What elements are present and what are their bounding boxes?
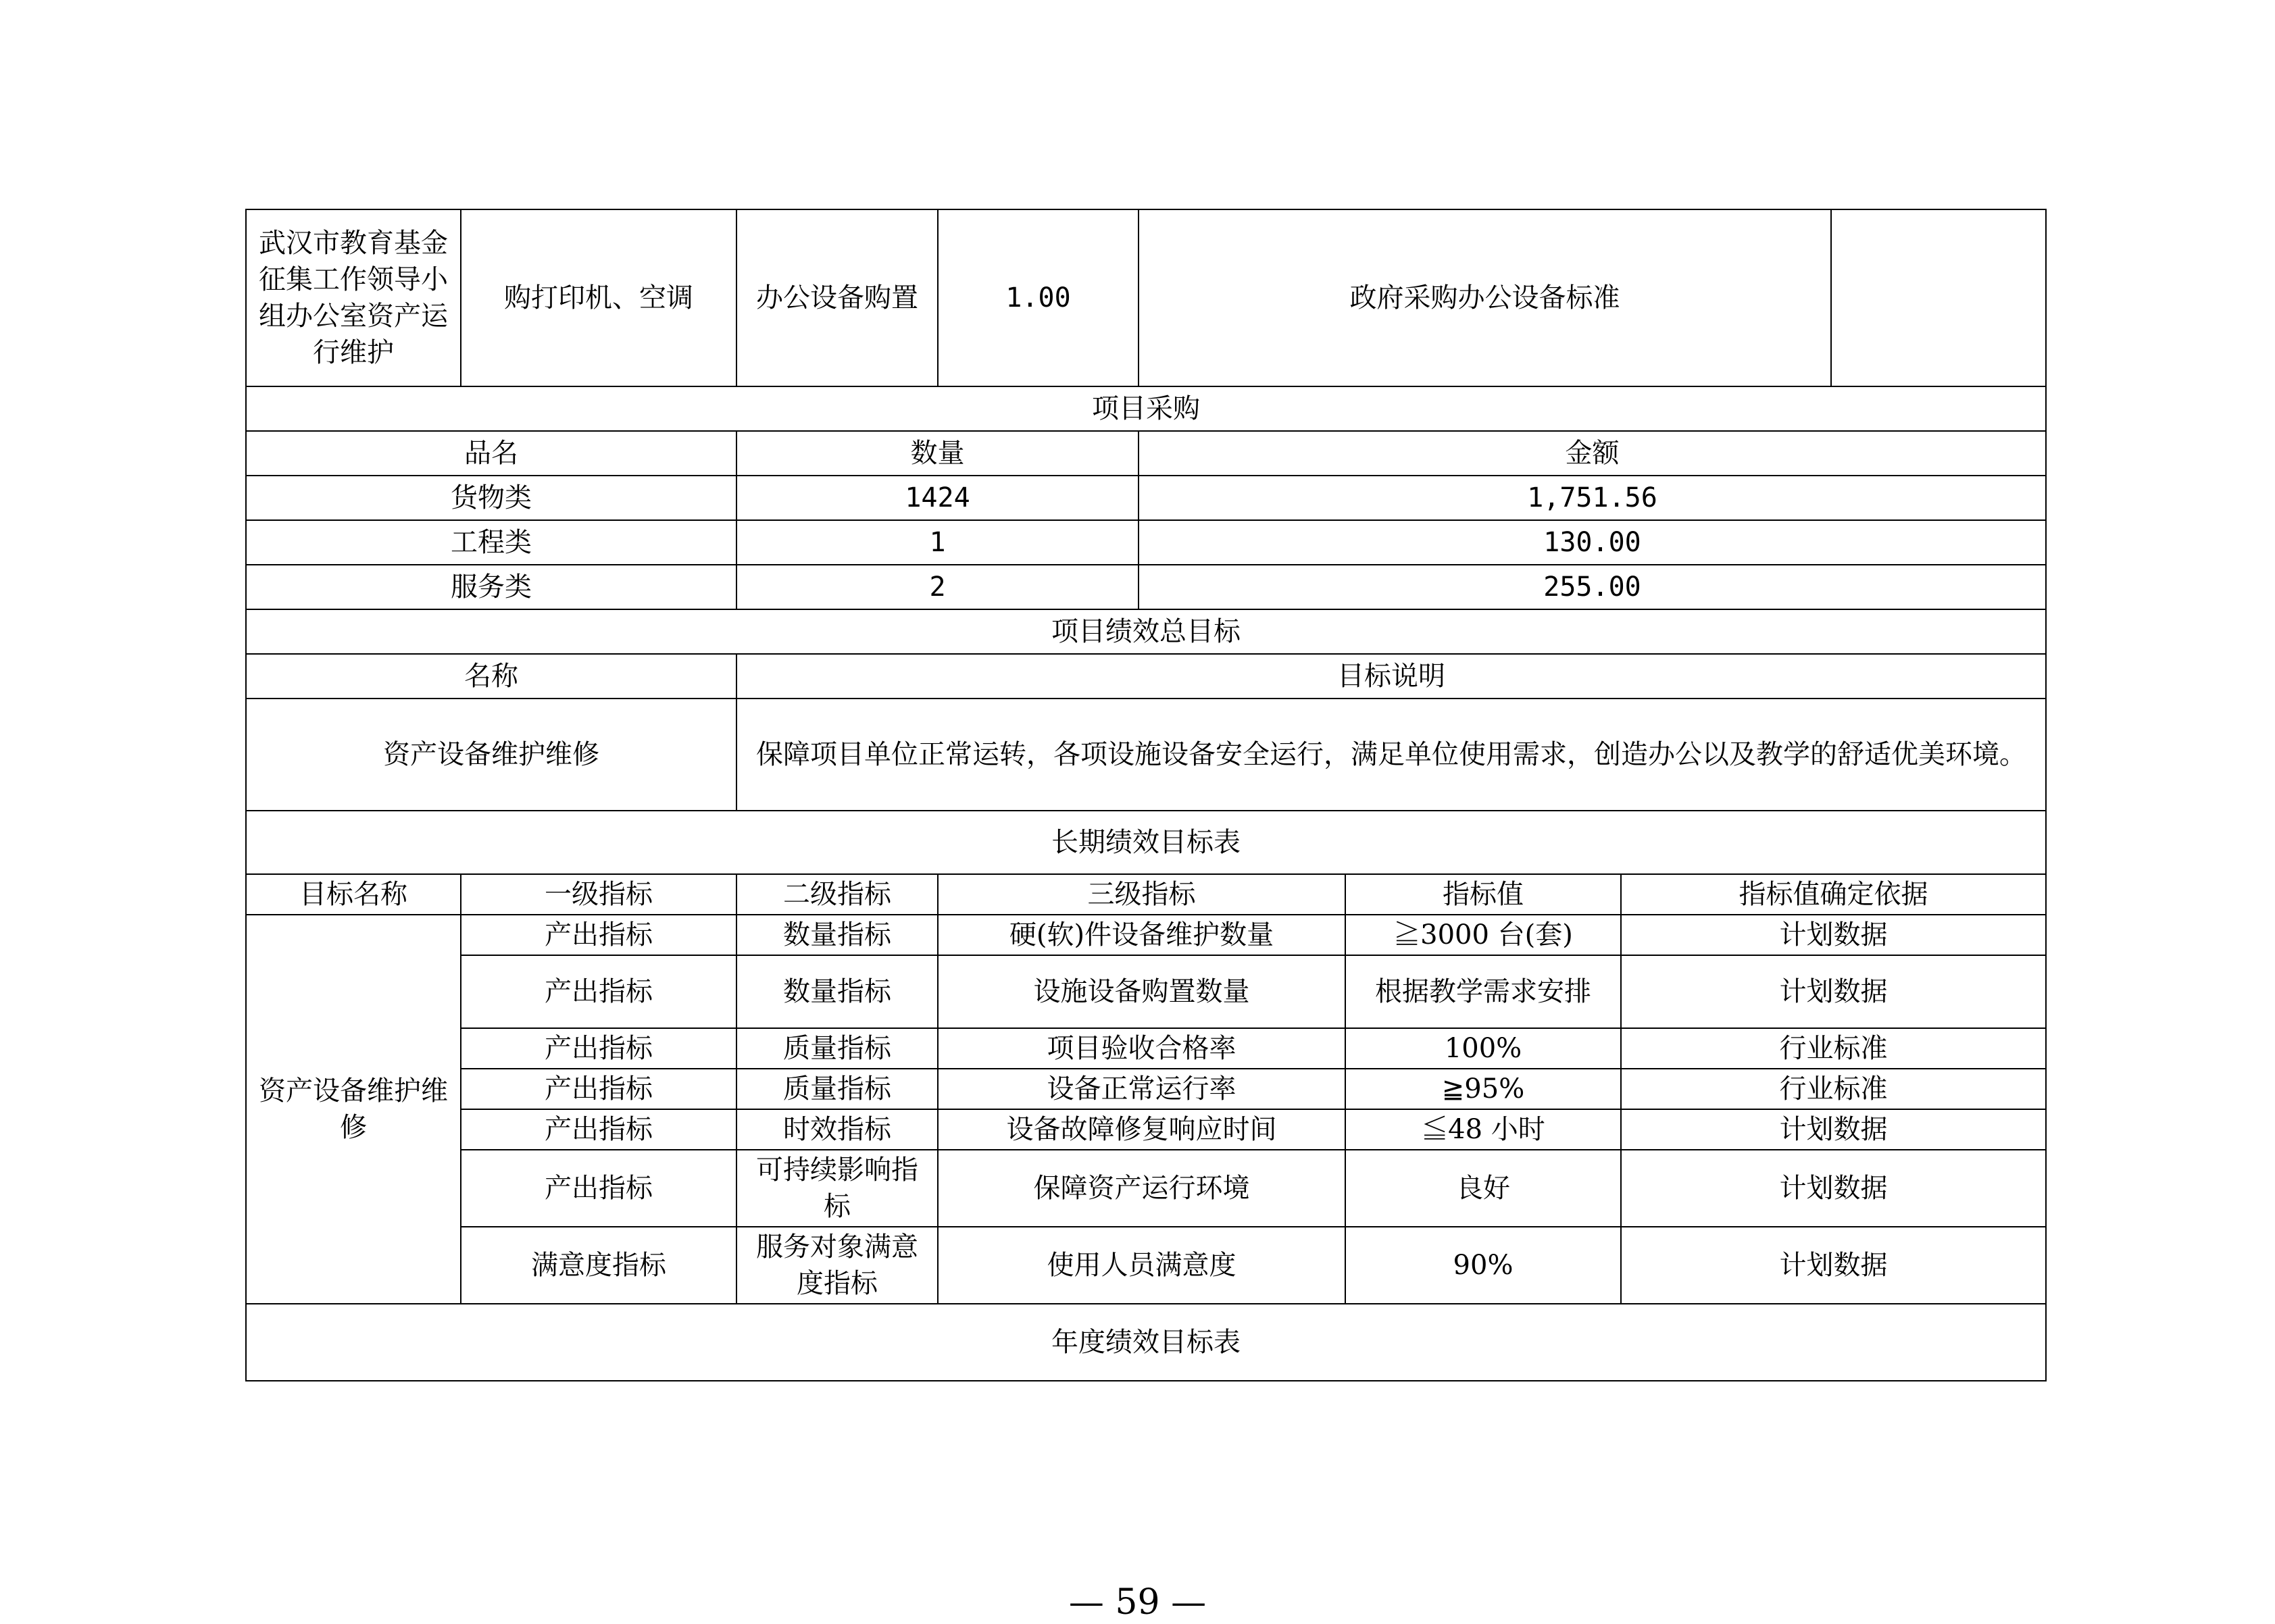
procurement-header-amount: 金额 — [1139, 431, 2046, 476]
procurement-header-row — [246, 431, 2046, 476]
page-number: — 59 — — [1068, 1582, 1207, 1623]
indicator-row — [246, 955, 2046, 1028]
indicator-level2: 服务对象满意度指标 — [736, 1227, 938, 1304]
indicator-level2: 质量指标 — [736, 1069, 938, 1109]
goal-name-cell: 资产设备维护维修 — [246, 915, 461, 1304]
indicator-level3: 保障资产运行环境 — [938, 1150, 1345, 1227]
procurement-row — [246, 520, 2046, 565]
indicator-basis: 计划数据 — [1621, 1109, 2046, 1150]
header-value: 指标值 — [1345, 874, 1621, 915]
procurement-item-amount: 130.00 — [1139, 520, 2046, 565]
performance-table — [245, 209, 2047, 1381]
indicator-level3: 硬(软)件设备维护数量 — [938, 915, 1345, 955]
indicator-level3: 设备正常运行率 — [938, 1069, 1345, 1109]
overall-goal-title-row — [246, 609, 2046, 654]
procurement-row — [246, 565, 2046, 609]
indicator-value: 良好 — [1345, 1150, 1621, 1227]
indicator-row — [246, 1109, 2046, 1150]
overall-goal-header-row — [246, 654, 2046, 699]
procurement-item-qty: 1424 — [736, 476, 1139, 520]
indicator-basis: 计划数据 — [1621, 955, 2046, 1028]
overall-goal-header-desc: 目标说明 — [736, 654, 2046, 699]
indicator-basis: 行业标准 — [1621, 1028, 2046, 1069]
long-term-header-row — [246, 874, 2046, 915]
procurement-item-name: 服务类 — [246, 565, 736, 609]
indicator-row — [246, 915, 2046, 955]
indicator-level2: 可持续影响指标 — [736, 1150, 938, 1227]
procurement-item-amount: 255.00 — [1139, 565, 2046, 609]
indicator-level1: 产出指标 — [461, 1150, 736, 1227]
project-amount-cell: 1.00 — [938, 209, 1139, 386]
indicator-level2: 数量指标 — [736, 915, 938, 955]
indicator-basis: 计划数据 — [1621, 1150, 2046, 1227]
header-goal-name: 目标名称 — [246, 874, 461, 915]
indicator-basis: 计划数据 — [1621, 915, 2046, 955]
header-level1: 一级指标 — [461, 874, 736, 915]
indicator-row — [246, 1028, 2046, 1069]
overall-goal-header-name: 名称 — [246, 654, 736, 699]
indicator-level1: 产出指标 — [461, 915, 736, 955]
indicator-basis: 行业标准 — [1621, 1069, 2046, 1109]
procurement-item-qty: 1 — [736, 520, 1139, 565]
indicator-level3: 项目验收合格率 — [938, 1028, 1345, 1069]
procurement-row — [246, 476, 2046, 520]
indicator-level1: 产出指标 — [461, 1069, 736, 1109]
procurement-item-name: 工程类 — [246, 520, 736, 565]
indicator-value: 100% — [1345, 1028, 1621, 1069]
indicator-level1: 产出指标 — [461, 955, 736, 1028]
indicator-level2: 质量指标 — [736, 1028, 938, 1069]
procurement-item-name: 货物类 — [246, 476, 736, 520]
project-basis-cell: 政府采购办公设备标准 — [1139, 209, 1831, 386]
procurement-header-name: 品名 — [246, 431, 736, 476]
header-level3: 三级指标 — [938, 874, 1345, 915]
project-content-cell: 购打印机、空调 — [461, 209, 736, 386]
indicator-value: ≧3000 台(套) — [1345, 915, 1621, 955]
procurement-title: 项目采购 — [246, 386, 2046, 431]
annual-title: 年度绩效目标表 — [246, 1304, 2046, 1381]
header-level2: 二级指标 — [736, 874, 938, 915]
overall-goal-name: 资产设备维护维修 — [246, 699, 736, 811]
annual-title-row — [246, 1304, 2046, 1381]
indicator-basis: 计划数据 — [1621, 1227, 2046, 1304]
project-category-cell: 办公设备购置 — [736, 209, 938, 386]
project-note-cell — [1831, 209, 2046, 386]
overall-goal-title: 项目绩效总目标 — [246, 609, 2046, 654]
long-term-title-row — [246, 811, 2046, 874]
long-term-title: 长期绩效目标表 — [246, 811, 2046, 874]
indicator-value: ≦48 小时 — [1345, 1109, 1621, 1150]
indicator-row — [246, 1227, 2046, 1304]
indicator-value: ≧95% — [1345, 1069, 1621, 1109]
indicator-level1: 产出指标 — [461, 1109, 736, 1150]
indicator-value: 90% — [1345, 1227, 1621, 1304]
indicator-row — [246, 1069, 2046, 1109]
procurement-title-row — [246, 386, 2046, 431]
procurement-header-qty: 数量 — [736, 431, 1139, 476]
indicator-level2: 时效指标 — [736, 1109, 938, 1150]
indicator-level3: 使用人员满意度 — [938, 1227, 1345, 1304]
project-row — [246, 209, 2046, 386]
indicator-level2: 数量指标 — [736, 955, 938, 1028]
indicator-row — [246, 1150, 2046, 1227]
project-name-cell: 武汉市教育基金征集工作领导小组办公室资产运行维护 — [246, 209, 461, 386]
indicator-level3: 设施设备购置数量 — [938, 955, 1345, 1028]
indicator-level1: 满意度指标 — [461, 1227, 736, 1304]
indicator-level1: 产出指标 — [461, 1028, 736, 1069]
header-basis: 指标值确定依据 — [1621, 874, 2046, 915]
indicator-level3: 设备故障修复响应时间 — [938, 1109, 1345, 1150]
overall-goal-desc: 保障项目单位正常运转，各项设施设备安全运行，满足单位使用需求，创造办公以及教学的舒适优美环境。 — [736, 699, 2046, 811]
procurement-item-amount: 1,751.56 — [1139, 476, 2046, 520]
indicator-value: 根据教学需求安排 — [1345, 955, 1621, 1028]
overall-goal-row — [246, 699, 2046, 811]
procurement-item-qty: 2 — [736, 565, 1139, 609]
